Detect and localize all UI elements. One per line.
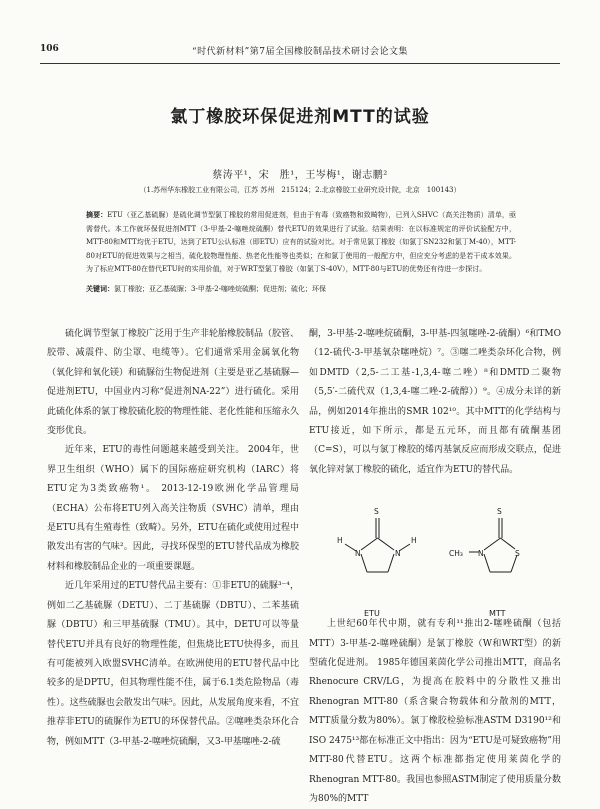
abstract <box>86 209 516 277</box>
structure-svg <box>309 480 561 602</box>
abstract-text: ETU（亚乙基硫脲）是硫化调节型氯丁橡胶的常用促进剂，但由于有毒（致癌物和致畸物），已列入SHVC（高关注物质）清单，亟需替代。本工作就环保促进剂MTT（3-甲基-2-噻唑烷硫酮）替代ETU的效果进行了试验。结果表明：在以标准规定的评价试验配方中，MTT-80和MTT均优于ETU，达到了ETU公认标准（即ETU）应有的试验对比。对于常见氯丁橡胶（如氯丁SN232和氯丁M-40），MTT-80对ETU的促进效果与之相当，硫化胶物理性能、热老化性能等也类似；在和氯丁使用的一般配方中，但应充分考虑的是若干成本效果。为了标应MTT-80在替代ETU时的实用价值，对于WRT型氯丁橡胶（如氯丁S-40V），MTT-80与ETU的优势还有待进一步探讨。 <box>86 211 517 273</box>
body-column-left <box>47 325 299 752</box>
body-paragraph: 上世纪60年代中期，就有专利¹¹推出2-噻唑硫酮（包括MTT）3-甲基-2-噻唑硫酮）是氯丁橡胶（W和WRT型）的新型硫化促进剂。 1985年德国莱茵化学公司推出MTT，商品名Rhenocure CRV/LG，为提高在胶料中的分散性又推出Rhenogran MTT-80（系含聚合物载体和分散剂的MTT，MTT质量分数为80%）。氯丁橡胶检验标准ASTM D3190¹²和ISO 2475¹³都在标准正文中指出：因为“ETU是可疑致癌物”用MTT-80代替ETU。这两个标准都指定使用莱茵化学的Rhenogran MTT-80。我国也参照ASTM制定了使用质量分数为80%的MTT <box>309 619 561 804</box>
page-header <box>40 44 560 60</box>
body-paragraph: 近年来，ETU的毒性问题越来越受到关注。 2004年，世界卫生组织（WHO）属下的国际癌症研究机构（IARC）将ETU定为3类致癌物¹。 2013-12-19欧洲化学品管理局（ECHA）公布将ETU列入高关注物质（SVHC）清单，理由是ETU具有生殖毒性（致畸）。另外，ETU在硫化或使用过程中散发出有害的气味²。因此，寻找环保型的ETU替代品成为橡胶材料和橡胶制品企业的一项重要课题。 <box>47 445 299 572</box>
mtt-nitrogen: N <box>478 549 484 559</box>
etu-ring-bond <box>388 554 394 572</box>
structure-figure <box>309 480 561 619</box>
etu-nitrogen-left: N <box>355 549 361 559</box>
etu-ring-bond <box>378 538 395 550</box>
mtt-label: MTT <box>489 609 506 619</box>
etu-ring-bond <box>361 538 378 550</box>
mtt-ring-bond <box>484 554 490 572</box>
keywords <box>86 283 516 296</box>
mtt-ring-bond <box>501 538 516 549</box>
body-paragraph-continued: 酮，3-甲基-2-噻唑烷硫酮，3-甲基-四氢噻唑-2-硫酮）⁶和TMO（12-硫代-3-甲基氧杂噻唑烷）⁷。③噻二唑类杂环化合物，例如DMTD（2,5-二工基-1,3,4-噻二唑）⁸和DMTD二聚物（5,5′-二硫代双（1,3,4-噻二唑-2-硫醇））⁹。④成分未详的新品，例如2014年推出的SMR 102¹⁰。其中MTT的化学结构与ETU接近，如下所示，都是五元环，而且都有硫酮基团（C=S），可以与氯丁橡胶的烯丙基氯反应而形成交联点，促进氧化锌对氯丁橡胶的硫化，适宜作为ETU的替代品。 <box>309 329 561 475</box>
running-head: “时代新材料”第7届全国橡胶制品技术研讨会论文集 <box>192 47 408 57</box>
etu-nitrogen-right: N <box>395 549 401 559</box>
etu-n-h-bond <box>399 544 410 551</box>
etu-hydrogen-left: H <box>337 536 343 546</box>
mtt-sulfur-ring: S <box>515 549 520 559</box>
abstract-label: 摘要： <box>86 211 108 219</box>
etu-sulfur-atom: S <box>374 507 379 517</box>
page-number: 106 <box>40 44 59 54</box>
mtt-ring-bond <box>484 538 501 550</box>
body-paragraph: 硫化调节型氯丁橡胶广泛用于生产非轮胎橡胶制品（胶管、胶带、减震件、防尘罩、电缆等）。它们通常采用金属氧化物（氧化锌和氧化镁）和硫脲衍生物促进剂（主要是亚乙基硫脲—促进剂ETU，中国业内习称“促进剂NA-22”）进行硫化。采用此硫化体系的氯丁橡胶硫化胶的物理性能、老化性能和压缩永久变形优良。 <box>47 329 300 437</box>
mtt-sulfur-exocyclic: S <box>497 507 502 517</box>
body-paragraph: 近几年采用过的ETU替代品主要有：①非ETU的硫脲³⁻⁴，例如二乙基硫脲（DETU）、二丁基硫脲（DBTU）、二苯基硫脲（DBTU）和三甲基硫脲（TMU）。其中，DETU可以等量替代ETU并具有良好的物理性能，但焦烧比ETU快得多，而且有可能被列入欧盟SVHC清单。在欧洲使用的ETU替代品中比较多的是DPTU，但其物理性能不佳，属于6.1类危险物品（毒性）。这些硫脲也会散发出气味⁵。因此，从发展角度来看，不宜推荐非ETU的硫脲作为ETU的环保替代品。②噻唑类杂环化合物，例如MTT（3-甲基-2-噻唑烷硫酮，又3-甲基噻唑-2-硫 <box>47 581 299 747</box>
paper-title: 氯丁橡胶环保促进剂MTT的试验 <box>170 107 430 127</box>
keywords-label: 关键词： <box>86 285 114 293</box>
mtt-methyl-group: CH₃ <box>449 549 463 559</box>
etu-hydrogen-right: H <box>411 536 417 546</box>
author-list: 蔡涛平¹，宋 胜¹，王岑梅¹，谢志鹏² <box>212 170 388 181</box>
keywords-text: 氯丁橡胶；亚乙基硫脲；3-甲基-2-噻唑烷硫酮；促进剂；硫化；环保 <box>114 285 327 293</box>
header-rule <box>40 63 560 64</box>
mtt-structure <box>469 518 517 572</box>
body-column-right <box>309 325 561 809</box>
etu-structure <box>345 518 410 572</box>
etu-ring-bond <box>361 554 367 572</box>
etu-label: ETU <box>364 609 380 619</box>
affiliation: （1.苏州华东橡胶工业有限公司，江苏 苏州 215124；2.北京橡胶工业研究设计院，北京 100143） <box>139 186 461 194</box>
